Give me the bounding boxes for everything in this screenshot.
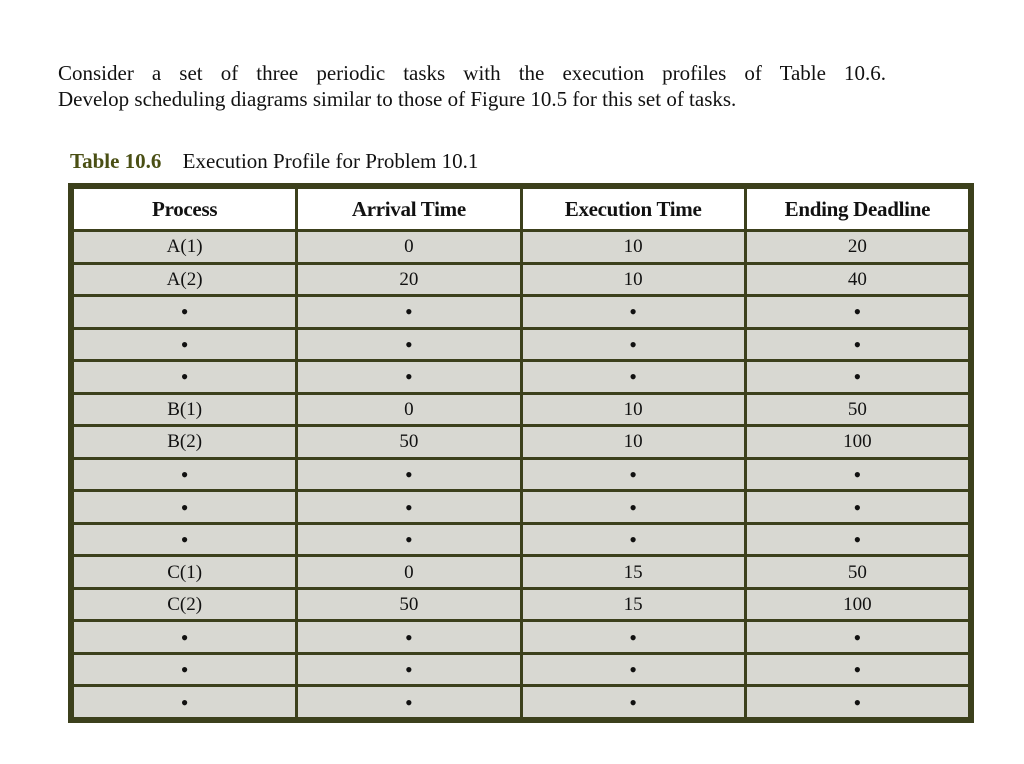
execution-time-cell: 15 [521, 588, 745, 621]
execution-time-cell: • [521, 686, 745, 719]
process-cell: B(2) [73, 426, 297, 459]
execution-time-cell: • [521, 296, 745, 329]
table-row [73, 231, 970, 264]
execution-profile-table-frame [68, 183, 974, 723]
table-row [73, 556, 970, 589]
ending-deadline-cell: 100 [745, 588, 969, 621]
process-cell: A(2) [73, 263, 297, 296]
ending-deadline-cell: • [745, 653, 969, 686]
arrival-time-cell: • [297, 621, 521, 654]
table-row [73, 263, 970, 296]
arrival-time-cell: 0 [297, 393, 521, 426]
table-body [73, 231, 970, 719]
ending-deadline-cell: 100 [745, 426, 969, 459]
table-row [73, 426, 970, 459]
problem-line-1: Consider a set of three periodic tasks with the execution profiles of Table 10.6. [58, 61, 886, 85]
process-cell: C(1) [73, 556, 297, 589]
ending-deadline-cell: • [745, 296, 969, 329]
table-caption-title: Execution Profile for Problem 10.1 [182, 149, 479, 173]
table-caption [70, 148, 478, 174]
table-row [73, 523, 970, 556]
execution-time-cell: • [521, 523, 745, 556]
process-cell: A(1) [73, 231, 297, 264]
process-cell: B(1) [73, 393, 297, 426]
process-cell: • [73, 458, 297, 491]
ending-deadline-cell: • [745, 458, 969, 491]
process-cell: • [73, 653, 297, 686]
arrival-time-cell: • [297, 458, 521, 491]
process-cell: • [73, 523, 297, 556]
arrival-time-cell: • [297, 328, 521, 361]
ending-deadline-cell: 40 [745, 263, 969, 296]
column-header-arrival-time: Arrival Time [297, 188, 521, 231]
problem-statement [58, 60, 918, 112]
process-cell: • [73, 621, 297, 654]
execution-time-cell: • [521, 653, 745, 686]
arrival-time-cell: • [297, 686, 521, 719]
problem-line-2: Develop scheduling diagrams similar to those of Figure 10.5 for this set of tasks. [58, 87, 737, 111]
arrival-time-cell: 20 [297, 263, 521, 296]
ending-deadline-cell: • [745, 621, 969, 654]
ending-deadline-cell: • [745, 361, 969, 394]
process-cell: • [73, 328, 297, 361]
arrival-time-cell: • [297, 361, 521, 394]
process-cell: C(2) [73, 588, 297, 621]
ending-deadline-cell: 50 [745, 556, 969, 589]
process-cell: • [73, 686, 297, 719]
table-row [73, 296, 970, 329]
column-header-process: Process [73, 188, 297, 231]
ending-deadline-cell: • [745, 491, 969, 524]
table-row [73, 686, 970, 719]
ending-deadline-cell: • [745, 686, 969, 719]
execution-time-cell: • [521, 328, 745, 361]
table-row [73, 458, 970, 491]
process-cell: • [73, 296, 297, 329]
table-row [73, 361, 970, 394]
column-header-execution-time: Execution Time [521, 188, 745, 231]
execution-time-cell: 10 [521, 393, 745, 426]
arrival-time-cell: • [297, 296, 521, 329]
execution-time-cell: 15 [521, 556, 745, 589]
execution-time-cell: 10 [521, 263, 745, 296]
table-row [73, 328, 970, 361]
arrival-time-cell: 50 [297, 426, 521, 459]
table-row [73, 621, 970, 654]
ending-deadline-cell: • [745, 523, 969, 556]
execution-profile-table [71, 186, 971, 720]
process-cell: • [73, 491, 297, 524]
arrival-time-cell: • [297, 491, 521, 524]
table-header-row [73, 188, 970, 231]
process-cell: • [73, 361, 297, 394]
table-row [73, 393, 970, 426]
execution-time-cell: • [521, 491, 745, 524]
arrival-time-cell: • [297, 523, 521, 556]
arrival-time-cell: 0 [297, 231, 521, 264]
column-header-ending-deadline: Ending Deadline [745, 188, 969, 231]
execution-time-cell: 10 [521, 426, 745, 459]
execution-time-cell: • [521, 621, 745, 654]
execution-time-cell: 10 [521, 231, 745, 264]
arrival-time-cell: • [297, 653, 521, 686]
ending-deadline-cell: 20 [745, 231, 969, 264]
arrival-time-cell: 0 [297, 556, 521, 589]
table-row [73, 491, 970, 524]
execution-time-cell: • [521, 361, 745, 394]
ending-deadline-cell: • [745, 328, 969, 361]
execution-time-cell: • [521, 458, 745, 491]
arrival-time-cell: 50 [297, 588, 521, 621]
table-row [73, 653, 970, 686]
ending-deadline-cell: 50 [745, 393, 969, 426]
table-caption-label: Table 10.6 [70, 149, 162, 173]
table-row [73, 588, 970, 621]
